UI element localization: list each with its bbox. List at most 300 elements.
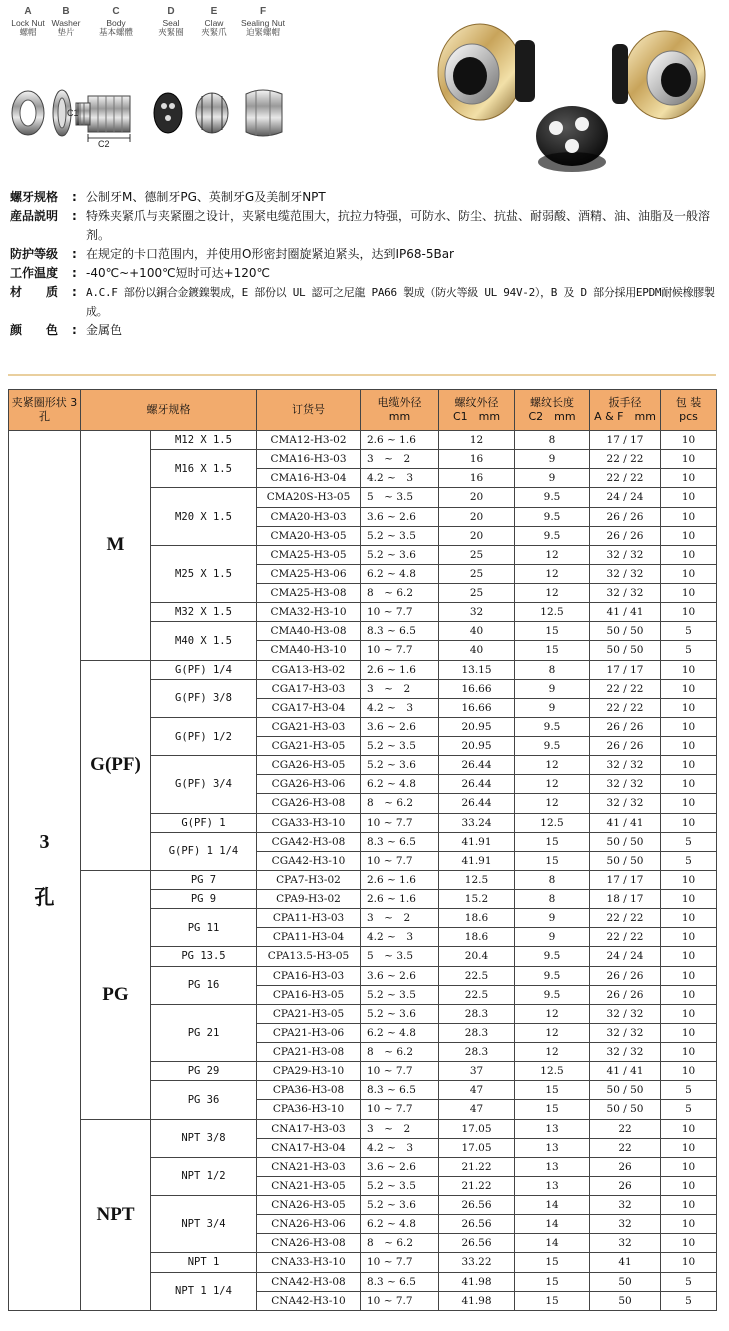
thread-type-cell: NPT	[81, 1119, 151, 1310]
pack-qty-cell: 10	[661, 1043, 717, 1062]
wrench-size-cell: 26 / 26	[590, 737, 661, 756]
cable-range-cell: 3.6 ~ 2.6	[361, 507, 439, 526]
cable-range-cell: 8 ~ 6.2	[361, 1234, 439, 1253]
thread-size-cell: PG 9	[151, 890, 257, 909]
parts-diagram	[0, 0, 729, 185]
order-number-cell: CGA26-H3-06	[257, 775, 361, 794]
pack-qty-cell: 5	[661, 851, 717, 870]
thread-length-cell: 9.5	[515, 947, 590, 966]
header-c2: 螺纹长度 C2 mm	[515, 390, 590, 431]
pack-qty-cell: 10	[661, 966, 717, 985]
pack-qty-cell: 5	[661, 1100, 717, 1119]
cable-range-cell: 3.6 ~ 2.6	[361, 1157, 439, 1176]
pack-qty-cell: 10	[661, 1138, 717, 1157]
thread-size-cell: M40 X 1.5	[151, 622, 257, 660]
pack-qty-cell: 10	[661, 450, 717, 469]
thread-diameter-cell: 12	[439, 431, 515, 450]
wrench-size-cell: 50 / 50	[590, 641, 661, 660]
spec-list	[10, 188, 722, 340]
pack-qty-cell: 10	[661, 1023, 717, 1042]
pack-qty-cell: 10	[661, 564, 717, 583]
order-number-cell: CGA42-H3-10	[257, 851, 361, 870]
wrench-size-cell: 22	[590, 1119, 661, 1138]
header-wrench: 扳手径 A & F mm	[590, 390, 661, 431]
cable-range-cell: 8.3 ~ 6.5	[361, 1272, 439, 1291]
pack-qty-cell: 10	[661, 1196, 717, 1215]
cable-range-cell: 8.3 ~ 6.5	[361, 1081, 439, 1100]
order-number-cell: CGA21-H3-05	[257, 737, 361, 756]
thread-diameter-cell: 25	[439, 584, 515, 603]
order-number-cell: CNA21-H3-03	[257, 1157, 361, 1176]
pack-qty-cell: 10	[661, 928, 717, 947]
thread-length-cell: 12	[515, 584, 590, 603]
thread-length-cell: 15	[515, 622, 590, 641]
pack-qty-cell: 5	[661, 1081, 717, 1100]
thread-diameter-cell: 20.95	[439, 717, 515, 736]
order-number-cell: CMA20-H3-03	[257, 507, 361, 526]
thread-length-cell: 12	[515, 1023, 590, 1042]
seal-icon	[154, 93, 182, 133]
wrench-size-cell: 50 / 50	[590, 622, 661, 641]
order-number-cell: CGA33-H3-10	[257, 813, 361, 832]
thread-diameter-cell: 33.24	[439, 813, 515, 832]
product-photo-right-gland	[612, 31, 705, 119]
wrench-size-cell: 22 / 22	[590, 909, 661, 928]
order-number-cell: CPA29-H3-10	[257, 1062, 361, 1081]
thread-size-cell: M25 X 1.5	[151, 545, 257, 602]
thread-length-cell: 9.5	[515, 526, 590, 545]
dim-c2-label: C2	[98, 139, 110, 149]
cable-range-cell: 5.2 ~ 3.6	[361, 545, 439, 564]
order-number-cell: CGA13-H3-02	[257, 660, 361, 679]
pack-qty-cell: 10	[661, 985, 717, 1004]
pack-qty-cell: 10	[661, 737, 717, 756]
thread-size-cell: PG 11	[151, 909, 257, 947]
header-order: 订货号	[257, 390, 361, 431]
thread-length-cell: 9	[515, 469, 590, 488]
header-pack: 包 装 pcs	[661, 390, 717, 431]
thread-diameter-cell: 26.56	[439, 1215, 515, 1234]
cable-range-cell: 3 ~ 2	[361, 450, 439, 469]
thread-length-cell: 8	[515, 431, 590, 450]
cable-range-cell: 5.2 ~ 3.5	[361, 526, 439, 545]
pack-qty-cell: 10	[661, 947, 717, 966]
pack-qty-cell: 10	[661, 775, 717, 794]
thread-type-cell: PG	[81, 870, 151, 1119]
wrench-size-cell: 17 / 17	[590, 431, 661, 450]
pack-qty-cell: 5	[661, 1272, 717, 1291]
thread-diameter-cell: 12.5	[439, 870, 515, 889]
pack-qty-cell: 10	[661, 794, 717, 813]
wrench-size-cell: 26 / 26	[590, 526, 661, 545]
cable-range-cell: 4.2 ~ 3	[361, 1138, 439, 1157]
order-number-cell: CMA32-H3-10	[257, 603, 361, 622]
thread-length-cell: 13	[515, 1119, 590, 1138]
wrench-size-cell: 22 / 22	[590, 928, 661, 947]
header-c1: 螺纹外径 C1 mm	[439, 390, 515, 431]
order-number-cell: CNA17-H3-03	[257, 1119, 361, 1138]
thread-length-cell: 9	[515, 450, 590, 469]
cable-range-cell: 8 ~ 6.2	[361, 794, 439, 813]
pack-qty-cell: 5	[661, 832, 717, 851]
thread-size-cell: G(PF) 3/4	[151, 756, 257, 813]
table-body	[9, 431, 717, 1311]
thread-size-cell: M16 X 1.5	[151, 450, 257, 488]
spec-table	[8, 389, 717, 1311]
wrench-size-cell: 22 / 22	[590, 469, 661, 488]
thread-size-cell: M32 X 1.5	[151, 603, 257, 622]
wrench-size-cell: 22 / 22	[590, 679, 661, 698]
thread-diameter-cell: 16.66	[439, 679, 515, 698]
table-row	[9, 431, 717, 450]
pack-qty-cell: 10	[661, 507, 717, 526]
cable-range-cell: 4.2 ~ 3	[361, 698, 439, 717]
thread-length-cell: 9.5	[515, 966, 590, 985]
thread-length-cell: 9	[515, 679, 590, 698]
table-row	[9, 660, 717, 679]
thread-diameter-cell: 15.2	[439, 890, 515, 909]
pack-qty-cell: 10	[661, 431, 717, 450]
thread-diameter-cell: 20	[439, 526, 515, 545]
wrench-size-cell: 41 / 41	[590, 1062, 661, 1081]
order-number-cell: CMA16-H3-03	[257, 450, 361, 469]
thread-length-cell: 15	[515, 851, 590, 870]
cable-range-cell: 6.2 ~ 4.8	[361, 564, 439, 583]
part-a-label: A Lock Nut 螺帽	[11, 6, 45, 38]
thread-size-cell: NPT 1/2	[151, 1157, 257, 1195]
section-divider	[8, 374, 716, 376]
cable-range-cell: 10 ~ 7.7	[361, 1100, 439, 1119]
thread-length-cell: 12.5	[515, 1062, 590, 1081]
wrench-size-cell: 41 / 41	[590, 603, 661, 622]
thread-diameter-cell: 22.5	[439, 966, 515, 985]
cable-range-cell: 10 ~ 7.7	[361, 851, 439, 870]
thread-length-cell: 9.5	[515, 985, 590, 1004]
cable-range-cell: 5 ~ 3.5	[361, 947, 439, 966]
pack-qty-cell: 10	[661, 603, 717, 622]
wrench-size-cell: 32 / 32	[590, 756, 661, 775]
cable-range-cell: 5.2 ~ 3.6	[361, 1196, 439, 1215]
wrench-size-cell: 24 / 24	[590, 947, 661, 966]
spec-temperature: 工作温度 : -40℃~+100℃短时可达+120℃	[10, 266, 271, 280]
wrench-size-cell: 26 / 26	[590, 966, 661, 985]
wrench-size-cell: 50 / 50	[590, 851, 661, 870]
order-number-cell: CNA33-H3-10	[257, 1253, 361, 1272]
order-number-cell: CGA26-H3-08	[257, 794, 361, 813]
hole-count-char: 孔	[34, 887, 55, 910]
cable-range-cell: 5.2 ~ 3.5	[361, 737, 439, 756]
pack-qty-cell: 10	[661, 526, 717, 545]
thread-length-cell: 12.5	[515, 603, 590, 622]
thread-diameter-cell: 22.5	[439, 985, 515, 1004]
cable-range-cell: 10 ~ 7.7	[361, 1062, 439, 1081]
hole-count-cell	[9, 431, 81, 1311]
spec-protection: 防护等级 : 在规定的卡口范围内，并使用O形密封圈旋紧迫紧头，达到IP68-5Bar	[10, 247, 454, 261]
cable-range-cell: 2.6 ~ 1.6	[361, 431, 439, 450]
pack-qty-cell: 10	[661, 1004, 717, 1023]
thread-diameter-cell: 16	[439, 450, 515, 469]
thread-diameter-cell: 41.98	[439, 1272, 515, 1291]
spec-description: 産品説明 : 特殊夹紧爪与夹紧圈之设计，夹紧电缆范围大，抗拉力特强，可防水、防尘、抗盐、耐弱酸、酒精、油、油脂及一般溶剂。	[10, 209, 711, 242]
thread-diameter-cell: 32	[439, 603, 515, 622]
pack-qty-cell: 10	[661, 469, 717, 488]
order-number-cell: CNA26-H3-08	[257, 1234, 361, 1253]
dim-c1-label: C1	[67, 108, 79, 118]
thread-diameter-cell: 21.22	[439, 1157, 515, 1176]
thread-diameter-cell: 40	[439, 622, 515, 641]
header-cable: 电缆外径 mm	[361, 390, 439, 431]
order-number-cell: CMA25-H3-05	[257, 545, 361, 564]
spec-thread: 螺牙规格 : 公制牙M、德制牙PG、英制牙G及美制牙NPT	[10, 190, 326, 204]
order-number-cell: CGA26-H3-05	[257, 756, 361, 775]
thread-size-cell: M12 X 1.5	[151, 431, 257, 450]
order-number-cell: CPA21-H3-08	[257, 1043, 361, 1062]
thread-length-cell: 15	[515, 1272, 590, 1291]
order-number-cell: CMA40-H3-10	[257, 641, 361, 660]
product-photo-seal-insert	[536, 106, 608, 172]
thread-diameter-cell: 41.91	[439, 851, 515, 870]
thread-diameter-cell: 41.91	[439, 832, 515, 851]
thread-size-cell: PG 29	[151, 1062, 257, 1081]
spec-material: 材 质 : A.C.F 部份以銅合金鍍鎳製成，E 部份以 UL 認可之尼龍 PA66 製成（防火等級 UL 94V-2），B 及 D 部分採用EPDM耐候橡膠製成。	[10, 285, 715, 318]
thread-diameter-cell: 47	[439, 1081, 515, 1100]
thread-diameter-cell: 17.05	[439, 1138, 515, 1157]
part-d-label: D Seal 夾緊圈	[158, 6, 184, 38]
order-number-cell: CMA20-H3-05	[257, 526, 361, 545]
pack-qty-cell: 10	[661, 717, 717, 736]
order-number-cell: CNA42-H3-08	[257, 1272, 361, 1291]
thread-diameter-cell: 20	[439, 488, 515, 507]
thread-length-cell: 12	[515, 1004, 590, 1023]
cable-range-cell: 10 ~ 7.7	[361, 603, 439, 622]
wrench-size-cell: 22	[590, 1138, 661, 1157]
order-number-cell: CPA9-H3-02	[257, 890, 361, 909]
table-row	[9, 870, 717, 889]
order-number-cell: CNA42-H3-10	[257, 1291, 361, 1310]
wrench-size-cell: 32 / 32	[590, 794, 661, 813]
cable-range-cell: 2.6 ~ 1.6	[361, 660, 439, 679]
pack-qty-cell: 10	[661, 1215, 717, 1234]
cable-range-cell: 8.3 ~ 6.5	[361, 832, 439, 851]
wrench-size-cell: 32 / 32	[590, 545, 661, 564]
order-number-cell: CMA25-H3-08	[257, 584, 361, 603]
wrench-size-cell: 32 / 32	[590, 1004, 661, 1023]
thread-diameter-cell: 26.44	[439, 794, 515, 813]
thread-length-cell: 14	[515, 1215, 590, 1234]
thread-length-cell: 9.5	[515, 737, 590, 756]
order-number-cell: CPA13.5-H3-05	[257, 947, 361, 966]
thread-type-cell: G(PF)	[81, 660, 151, 870]
thread-length-cell: 12	[515, 1043, 590, 1062]
wrench-size-cell: 26 / 26	[590, 717, 661, 736]
thread-diameter-cell: 37	[439, 1062, 515, 1081]
thread-diameter-cell: 17.05	[439, 1119, 515, 1138]
thread-diameter-cell: 41.98	[439, 1291, 515, 1310]
thread-diameter-cell: 16	[439, 469, 515, 488]
thread-diameter-cell: 33.22	[439, 1253, 515, 1272]
part-e-label: E Claw 夾緊爪	[201, 6, 227, 38]
order-number-cell: CMA16-H3-04	[257, 469, 361, 488]
pack-qty-cell: 10	[661, 909, 717, 928]
thread-length-cell: 13	[515, 1138, 590, 1157]
part-f-label: F Sealing Nut 迫緊螺帽	[241, 6, 285, 38]
pack-qty-cell: 10	[661, 813, 717, 832]
thread-length-cell: 12	[515, 564, 590, 583]
pack-qty-cell: 5	[661, 641, 717, 660]
thread-length-cell: 15	[515, 832, 590, 851]
cable-range-cell: 2.6 ~ 1.6	[361, 890, 439, 909]
cable-range-cell: 3.6 ~ 2.6	[361, 717, 439, 736]
wrench-size-cell: 50 / 50	[590, 1100, 661, 1119]
thread-size-cell: PG 16	[151, 966, 257, 1004]
thread-diameter-cell: 25	[439, 545, 515, 564]
cable-range-cell: 5.2 ~ 3.6	[361, 1004, 439, 1023]
order-number-cell: CPA16-H3-05	[257, 985, 361, 1004]
pack-qty-cell: 10	[661, 584, 717, 603]
thread-length-cell: 15	[515, 1100, 590, 1119]
cable-range-cell: 10 ~ 7.7	[361, 1291, 439, 1310]
cable-range-cell: 3 ~ 2	[361, 679, 439, 698]
gland-illustration	[0, 0, 729, 185]
wrench-size-cell: 41 / 41	[590, 813, 661, 832]
pack-qty-cell: 10	[661, 756, 717, 775]
order-number-cell: CPA21-H3-05	[257, 1004, 361, 1023]
order-number-cell: CGA42-H3-08	[257, 832, 361, 851]
thread-length-cell: 12	[515, 545, 590, 564]
order-number-cell: CMA12-H3-02	[257, 431, 361, 450]
thread-size-cell: NPT 1	[151, 1253, 257, 1272]
thread-length-cell: 12.5	[515, 813, 590, 832]
thread-length-cell: 15	[515, 1291, 590, 1310]
pack-qty-cell: 10	[661, 488, 717, 507]
cable-range-cell: 8.3 ~ 6.5	[361, 622, 439, 641]
cable-range-cell: 10 ~ 7.7	[361, 641, 439, 660]
cable-range-cell: 5.2 ~ 3.5	[361, 985, 439, 1004]
thread-diameter-cell: 20.95	[439, 737, 515, 756]
thread-length-cell: 15	[515, 1253, 590, 1272]
wrench-size-cell: 32	[590, 1234, 661, 1253]
wrench-size-cell: 50 / 50	[590, 832, 661, 851]
thread-size-cell: M20 X 1.5	[151, 488, 257, 545]
order-number-cell: CPA7-H3-02	[257, 870, 361, 889]
sealing-nut-icon	[246, 90, 282, 136]
order-number-cell: CNA26-H3-05	[257, 1196, 361, 1215]
cable-range-cell: 10 ~ 7.7	[361, 1253, 439, 1272]
thread-diameter-cell: 28.3	[439, 1004, 515, 1023]
wrench-size-cell: 41	[590, 1253, 661, 1272]
thread-length-cell: 14	[515, 1196, 590, 1215]
thread-length-cell: 12	[515, 756, 590, 775]
wrench-size-cell: 24 / 24	[590, 488, 661, 507]
body-icon	[76, 96, 130, 132]
wrench-size-cell: 26 / 26	[590, 507, 661, 526]
thread-length-cell: 9.5	[515, 717, 590, 736]
thread-size-cell: PG 36	[151, 1081, 257, 1119]
order-number-cell: CMA20S-H3-05	[257, 488, 361, 507]
order-number-cell: CNA21-H3-05	[257, 1176, 361, 1195]
thread-size-cell: G(PF) 1/4	[151, 660, 257, 679]
wrench-size-cell: 18 / 17	[590, 890, 661, 909]
order-number-cell: CNA17-H3-04	[257, 1138, 361, 1157]
thread-diameter-cell: 26.56	[439, 1234, 515, 1253]
pack-qty-cell: 10	[661, 1234, 717, 1253]
spec-table-wrapper	[8, 389, 716, 1311]
header-shape: 夹紧圈形状 3孔	[9, 390, 81, 431]
thread-length-cell: 9	[515, 909, 590, 928]
order-number-cell: CPA16-H3-03	[257, 966, 361, 985]
thread-size-cell: NPT 3/8	[151, 1119, 257, 1157]
cable-range-cell: 6.2 ~ 4.8	[361, 1215, 439, 1234]
cable-range-cell: 8 ~ 6.2	[361, 584, 439, 603]
thread-size-cell: PG 13.5	[151, 947, 257, 966]
thread-diameter-cell: 28.3	[439, 1043, 515, 1062]
cable-range-cell: 5.2 ~ 3.6	[361, 756, 439, 775]
pack-qty-cell: 10	[661, 660, 717, 679]
table-row	[9, 1119, 717, 1138]
header-thread: 螺牙规格	[81, 390, 257, 431]
wrench-size-cell: 32	[590, 1215, 661, 1234]
order-number-cell: CPA11-H3-03	[257, 909, 361, 928]
thread-size-cell: G(PF) 1 1/4	[151, 832, 257, 870]
pack-qty-cell: 5	[661, 622, 717, 641]
wrench-size-cell: 32 / 32	[590, 564, 661, 583]
thread-diameter-cell: 18.6	[439, 909, 515, 928]
thread-diameter-cell: 21.22	[439, 1176, 515, 1195]
thread-length-cell: 9.5	[515, 488, 590, 507]
pack-qty-cell: 10	[661, 545, 717, 564]
part-c-label: C Body 基本螺體	[98, 6, 133, 38]
cable-range-cell: 10 ~ 7.7	[361, 813, 439, 832]
pack-qty-cell: 10	[661, 698, 717, 717]
thread-length-cell: 12	[515, 794, 590, 813]
cable-range-cell: 4.2 ~ 3	[361, 469, 439, 488]
thread-diameter-cell: 25	[439, 564, 515, 583]
thread-size-cell: NPT 1 1/4	[151, 1272, 257, 1310]
cable-range-cell: 8 ~ 6.2	[361, 1043, 439, 1062]
thread-length-cell: 9	[515, 698, 590, 717]
wrench-size-cell: 17 / 17	[590, 660, 661, 679]
thread-length-cell: 9	[515, 928, 590, 947]
order-number-cell: CPA21-H3-06	[257, 1023, 361, 1042]
hole-count-number: 3	[39, 831, 50, 854]
thread-diameter-cell: 18.6	[439, 928, 515, 947]
claw-icon	[196, 93, 228, 133]
lock-nut-icon	[12, 91, 44, 135]
pack-qty-cell: 10	[661, 679, 717, 698]
cable-range-cell: 3 ~ 2	[361, 1119, 439, 1138]
thread-size-cell: G(PF) 1	[151, 813, 257, 832]
product-photo-left-gland	[438, 24, 535, 120]
cable-range-cell: 5 ~ 3.5	[361, 488, 439, 507]
order-number-cell: CNA26-H3-06	[257, 1215, 361, 1234]
order-number-cell: CPA11-H3-04	[257, 928, 361, 947]
thread-diameter-cell: 16.66	[439, 698, 515, 717]
pack-qty-cell: 10	[661, 1157, 717, 1176]
thread-length-cell: 8	[515, 890, 590, 909]
cable-range-cell: 6.2 ~ 4.8	[361, 775, 439, 794]
thread-length-cell: 15	[515, 641, 590, 660]
pack-qty-cell: 10	[661, 1062, 717, 1081]
cable-range-cell: 4.2 ~ 3	[361, 928, 439, 947]
thread-size-cell: NPT 3/4	[151, 1196, 257, 1253]
order-number-cell: CMA25-H3-06	[257, 564, 361, 583]
wrench-size-cell: 32 / 32	[590, 584, 661, 603]
pack-qty-cell: 5	[661, 1291, 717, 1310]
order-number-cell: CGA17-H3-04	[257, 698, 361, 717]
thread-length-cell: 8	[515, 660, 590, 679]
thread-diameter-cell: 26.44	[439, 756, 515, 775]
table-header-row	[9, 390, 717, 431]
